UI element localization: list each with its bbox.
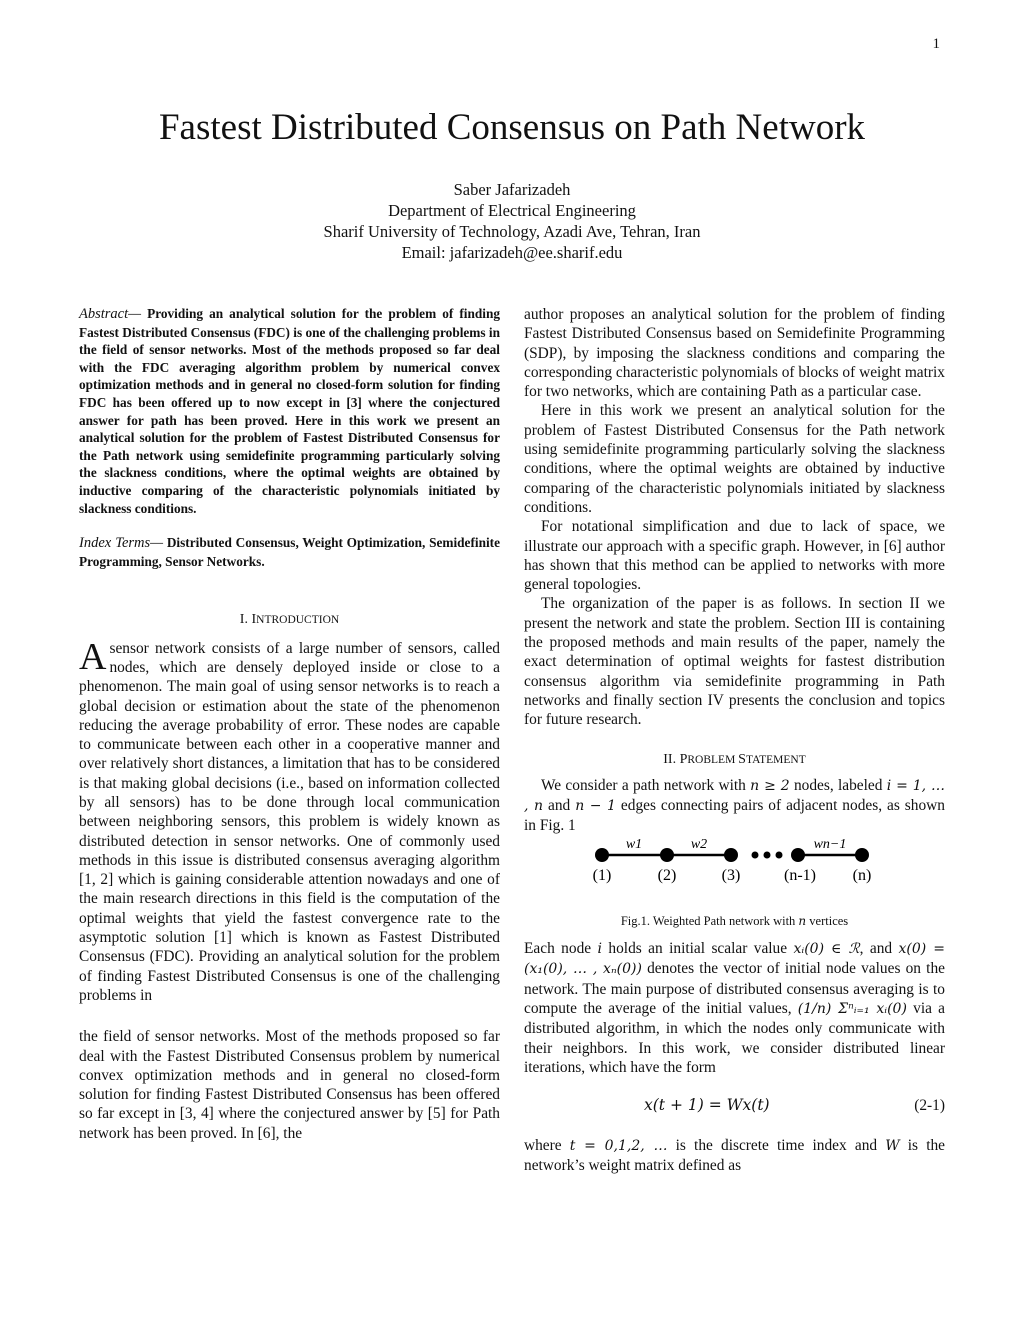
text: denotes the vector of initial node values on the network. The main purpose of distributed consensus averaging is to compute the average of the initial values, <box>524 960 945 1017</box>
intro-paragraph-1 <box>79 635 500 1006</box>
heading-initial: I <box>251 612 257 628</box>
math: n <box>798 913 807 928</box>
author-dept: Department of Electrical Engineering <box>388 201 636 220</box>
abstract-text: Providing an analytical solution for the problem of finding Fastest Distributed Consensus (FDC) is one of the challenging problems in the field of sensor networks. Most of the methods proposed so far deal with the FDC averaging algorithm problem by numerical convex optimization methods and in general no closed-form solution for finding FDC has been offered up to now except in [3] where the conjectured answer for path has been proved. Here in this work we present an analytical solution for the problem of Fastest Distributed Consensus for the Path network using semidefinite programming particularly solving the slackness conditions, where the optimal weights are obtained by inductive comparing of the characteristic polynomials initiated by slackness conditions. <box>79 306 500 516</box>
node-label: (n-1) <box>784 866 816 884</box>
intro-paragraph-3: author proposes an analytical solution for the problem of finding Fastest Distributed Consensus based on Semidefinite Programming (SDP), by imposing the slackness conditions and comparing the corresponding characteristic polynomials of blocks of weight matrix for two networks, which are containing Path as a particular case. <box>524 306 945 401</box>
section-heading-problem-statement <box>524 750 945 770</box>
text: Fig.1. Weighted Path network with <box>620 913 799 928</box>
problem-paragraph-1 <box>524 776 945 836</box>
math: x(0) = (x₁(0), … , xₙ(0)) <box>524 941 946 978</box>
page-number: 1 <box>932 36 940 52</box>
text: We consider a path network with <box>541 776 751 794</box>
node-label: (3) <box>721 866 741 884</box>
intro-paragraph-4: Here in this work we present an analytical solution for the problem of Fastest Distributed Consensus for the Path network using semidefinite programming particularly solving the slackness conditions, where the optimal weights are obtained by inductive comparing of the characteristic polynomials initiated by slackness conditions. <box>524 402 945 516</box>
math: i <box>597 941 602 958</box>
weight-label: w1 <box>625 836 643 852</box>
text: is the discrete time index and <box>667 1137 886 1155</box>
math: t = 0,1,2, … <box>569 1138 668 1155</box>
heading-rest: TATEMENT <box>745 753 806 766</box>
node-1 <box>595 848 609 862</box>
text: holds an initial scalar value <box>602 940 794 958</box>
math: n ≥ 2 <box>750 777 790 794</box>
text: vertices <box>806 913 849 928</box>
text: , and <box>859 940 899 958</box>
author-name: Saber Jafarizadeh <box>453 180 571 199</box>
ellipsis-dot <box>752 851 759 858</box>
ellipsis-dot <box>776 851 783 858</box>
ellipsis-dot <box>764 851 771 858</box>
left-column <box>79 305 500 1143</box>
section-number: II. <box>663 751 677 767</box>
node-2 <box>660 848 674 862</box>
index-terms <box>79 534 500 570</box>
equation-number: (2-1) <box>914 1097 945 1115</box>
figure-path-network <box>524 836 945 910</box>
section-number: I. <box>239 612 248 628</box>
abstract-label: Abstract— <box>79 306 142 322</box>
node-3 <box>724 848 738 862</box>
abstract <box>79 305 500 517</box>
text: nodes, labeled <box>789 776 887 794</box>
drop-cap: A <box>79 635 107 678</box>
node-n-1 <box>791 848 805 862</box>
equation-2-1 <box>524 1096 945 1118</box>
weight-label: wn−1 <box>813 836 847 852</box>
text: where <box>524 1137 570 1155</box>
problem-paragraph-3 <box>524 1136 945 1176</box>
text: edges connecting pairs of adjacent nodes, as shown in Fig. 1 <box>524 797 945 835</box>
author-email: Email: jafarizadeh@ee.sharif.edu <box>401 243 623 262</box>
text: and <box>543 797 576 815</box>
intro-paragraph-5: For notational simplification and due to lack of space, we illustrate our approach with a specific graph. However, in [6] author has shown that this method can be applied to networks with more general topologies. <box>524 518 945 594</box>
author-block <box>0 179 1024 263</box>
heading-initial: S <box>738 751 746 767</box>
text: via a distributed algorithm, in which the nodes only communicate with their neighbors. In this work, we consider distributed linear iterations, which have the form <box>524 999 945 1076</box>
intro-paragraph-6: The organization of the paper is as follows. In section II we present the network and state the problem. Section III is containing the proposed methods and main results of the paper, namely the exact determination of optimal weights for fastest distribution consensus algorithm via semidefinite programming in Path networks and finally section IV presents the conclusion and topics for future research. <box>524 595 945 729</box>
intro-paragraph-2: the field of sensor networks. Most of the methods proposed so far deal with the Fastest Distributed Consensus problem by numerical convex optimization methods and in general no closed-form solution for finding Fastest Distributed Consensus has been offered so far except in [3, 4] where the conjectured answer by [5] for Path network has been proved. In [6], the <box>79 1028 500 1142</box>
node-n <box>855 848 869 862</box>
intro-text: sensor network consists of a large number of sensors, called nodes, which are densely deployed inside or close to a phenomenon. The main goal of using sensor networks is to reach a global decision or estimation about the state of the phenomenon reducing the average probability of error. These nodes are capable to communicate between each other in a cooperative manner and over relatively short distances, a limitation that has to be considered is that making global decisions (i.e., based on information collected by all sensors) has to be done through local communication between neighboring sensors, this problem is widely known as distributed detection in sensor networks. One of commonly used methods in this issue is distributed consensus averaging algorithm [1, 2] which is gaining considerable attention nowadays and one of the main research directions in this field is the computation of the optimal weights that yield the fastest convergence rate to the asymptotic solution [1] which is known as Fastest Distributed Consensus (FDC). Providing an analytical solution for the problem of finding Fastest Distributed Consensus is one of the challenging problems in <box>79 639 500 1004</box>
weight-label: w2 <box>690 836 708 852</box>
node-label: (n) <box>852 866 872 884</box>
section-heading-introduction <box>79 610 500 630</box>
index-terms-label: Index Terms— <box>79 535 164 552</box>
figure-caption <box>524 912 945 931</box>
node-label: (1) <box>592 866 612 884</box>
math: i = 1, … , n <box>524 777 945 815</box>
heading-initial: P <box>679 751 688 767</box>
index-terms-text: Distributed Consensus, Weight Optimization, Semidefinite Programming, Sensor Networks. <box>79 535 500 569</box>
heading-rest: NTRODUCTION <box>256 614 340 627</box>
text: is the network’s weight matrix defined as <box>524 1137 945 1175</box>
problem-paragraph-2 <box>524 939 945 1077</box>
path-network-diagram <box>524 836 945 910</box>
math: n − 1 <box>575 798 616 815</box>
math: (1/n) Σⁿᵢ₌₁ xᵢ(0) <box>797 1000 907 1017</box>
author-affiliation: Sharif University of Technology, Azadi Ave, Tehran, Iran <box>323 222 701 241</box>
equation: x(t + 1) = Wx(t) <box>644 1096 770 1115</box>
math: xᵢ(0) ∈ ℛ <box>793 941 860 958</box>
math: W <box>885 1138 900 1155</box>
heading-rest: ROBLEM <box>687 753 739 766</box>
node-label: (2) <box>657 866 677 884</box>
text: Each node <box>524 940 598 958</box>
paper-title: Fastest Distributed Consensus on Path Network <box>158 107 866 148</box>
right-column <box>524 305 945 1176</box>
